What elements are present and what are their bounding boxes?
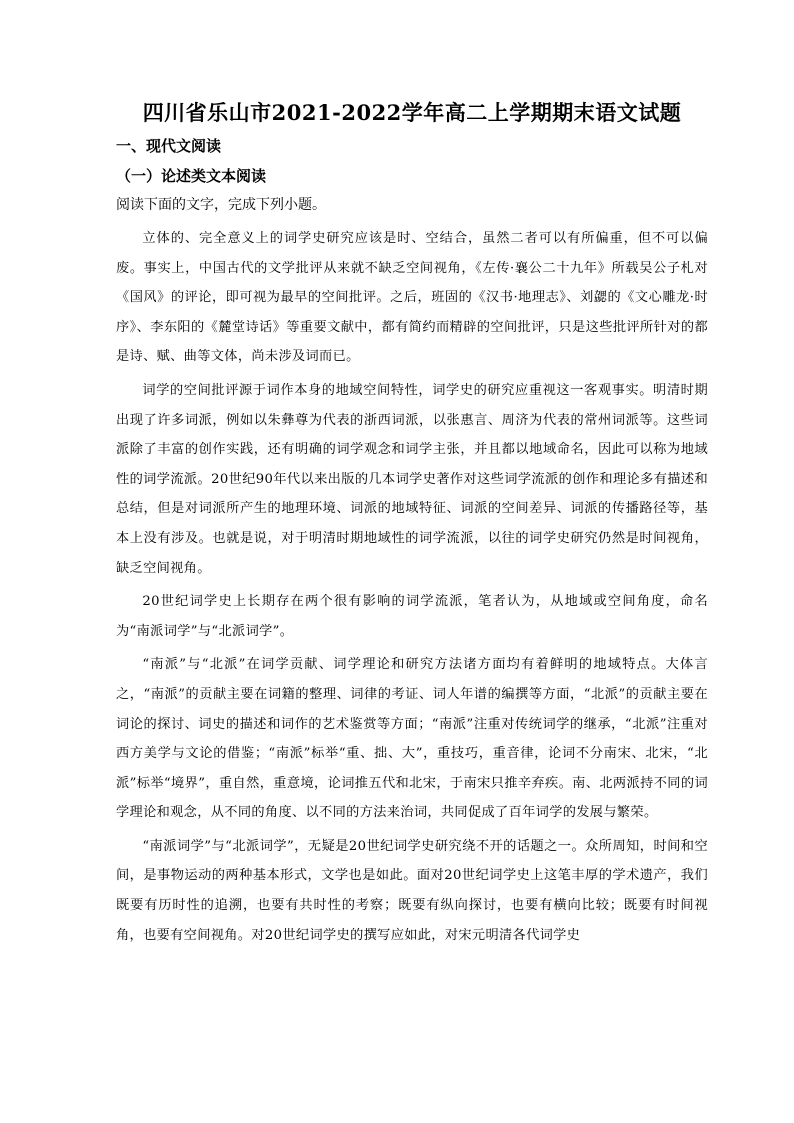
passage-paragraph-3: 20世纪词学史上长期存在两个很有影响的词学流派，笔者认为，从地域或空间角度，命名为“南派词学”与“北派词学”。 bbox=[116, 594, 708, 639]
passage-paragraph-1: 立体的、完全意义上的词学史研究应该是时、空结合，虽然二者可以有所偏重，但不可以偏废。事实上，中国古代的文学批评从来就不缺乏空间视角，《左传·襄公二十九年》所载吴公子札对《国风》的评论，即可视为最早的空间批评。之后，班固的《汉书·地理志》、刘勰的《文心雕龙·时序》、李东阳的《麓堂诗话》等重要文献中，都有简约而精辟的空间批评，只是这些批评所针对的都是诗、赋、曲等文体，尚未涉及词而已。 bbox=[116, 231, 708, 365]
reading-instruction: 阅读下面的文字，完成下列小题。 bbox=[116, 197, 326, 213]
section-heading-modern-reading: 一、现代文阅读 bbox=[116, 137, 222, 155]
passage-paragraph-2: 词学的空间批评源于词作本身的地域空间特性，词学史的研究应重视这一客观事实。明清时期出现了许多词派，例如以朱彝尊为代表的浙西词派，以张惠言、周济为代表的常州词派等。这些词派除了丰富的创作实践，还有明确的词学观念和词学主张，并且都以地域命名，因此可以称为地域性的词学流派。20世纪90年代以来出版的几本词学史著作对这些词学流派的创作和理论多有描述和总结，但是对词派所产生的地理环境、词派的地域特征、词派的空间差异、词派的传播路径等，基本上没有涉及。也就是说，对于明清时期地域性的词学流派，以往的词学史研究仍然是时间视角，缺乏空间视角。 bbox=[116, 382, 708, 576]
document-title: 四川省乐山市2021-2022学年高二上学期期末语文试题 bbox=[142, 100, 682, 125]
passage-paragraph-4: “南派”与“北派”在词学贡献、词学理论和研究方法诸方面均有着鲜明的地域特点。大体言之，“南派”的贡献主要在词籍的整理、词律的考证、词人年谱的编撰等方面，“北派”的贡献主要在词论的探讨、词史的描述和词作的艺术鉴赏等方面；“南派”注重对传统词学的继承，“北派”注重对西方美学与文论的借鉴；“南派”标举“重、拙、大”，重技巧，重音律，论词不分南宋、北宋，“北派”标举“境界”，重自然，重意境，论词推五代和北宋，于南宋只推辛弃疾。南、北两派持不同的词学理论和观念，从不同的角度、以不同的方法来治词，共同促成了百年词学的发展与繁荣。 bbox=[116, 657, 708, 821]
subsection-heading-argumentative-reading: （一）论述类文本阅读 bbox=[116, 167, 267, 185]
passage-paragraph-5: “南派词学”与“北派词学”，无疑是20世纪词学史研究绕不开的话题之一。众所周知，时间和空间，是事物运动的两种基本形式，文学也是如此。面对20世纪词学史上这笔丰厚的学术遗产，我们既要有历时性的追溯，也要有共时性的考察；既要有纵向探讨，也要有横向比较；既要有时间视角，也要有空间视角。对20世纪词学史的撰写应如此，对宋元明清各代词学史 bbox=[116, 838, 708, 943]
